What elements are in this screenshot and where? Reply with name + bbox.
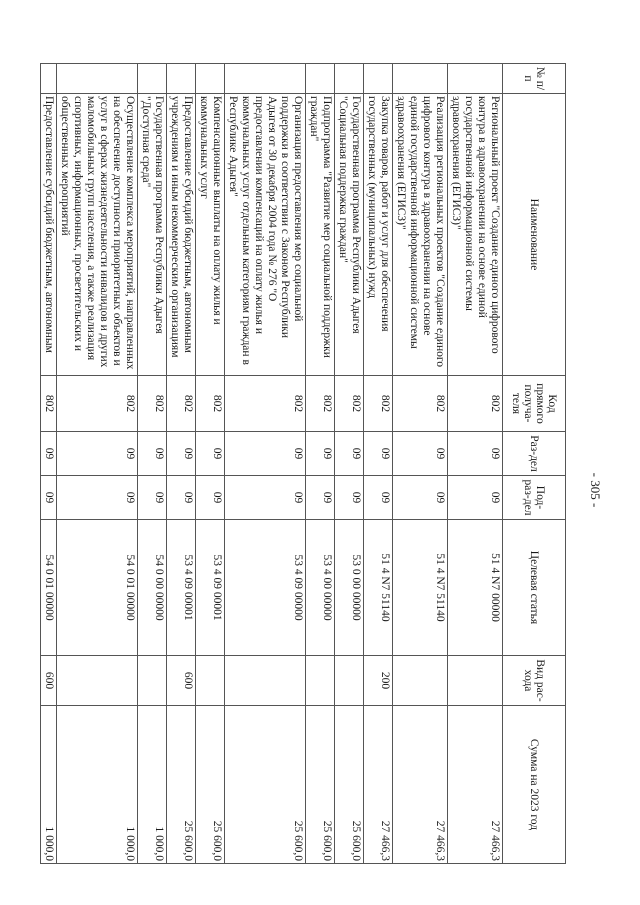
table-header-row	[503, 64, 566, 864]
table-rotation-frame	[43, 63, 566, 863]
row-sum: 25 600,0	[306, 706, 335, 864]
row-target: 53 0 00 00000	[335, 520, 364, 656]
row-exptype: 600	[41, 656, 57, 706]
row-section: 09	[138, 432, 167, 476]
header-exptype: Вид рас-хода	[503, 656, 566, 706]
row-target: 53 4 00 00000	[306, 520, 335, 656]
row-exptype	[448, 656, 503, 706]
row-name: Осуществление комплекса мероприятий, направленных на обеспечение доступности приоритетных объектов и услуг в сферах жизнедеятельности инвалидов и других маломобильных групп населения, а также реализация спортивных, информационных, просветительских и общественных мероприятий	[57, 94, 138, 376]
header-sum: Сумма на 2023 год	[503, 706, 566, 864]
row-name: Государственная программа Республики Адыгея "Доступная среда"	[138, 94, 167, 376]
row-exptype	[335, 656, 364, 706]
row-target: 54 0 00 00000	[138, 520, 167, 656]
row-section: 09	[57, 432, 138, 476]
row-num	[364, 64, 393, 94]
row-subsection: 09	[335, 476, 364, 520]
row-section: 09	[393, 432, 448, 476]
row-num	[225, 64, 306, 94]
table-row	[448, 64, 503, 864]
row-sum: 1 000,0	[57, 706, 138, 864]
budget-table-landscape	[43, 63, 566, 863]
row-code: 802	[393, 376, 448, 432]
row-target: 54 0 01 00000	[41, 520, 57, 656]
row-subsection: 09	[57, 476, 138, 520]
row-section: 09	[196, 432, 225, 476]
row-section: 09	[335, 432, 364, 476]
row-name: Предоставление субсидий бюджетным, автономным	[41, 94, 57, 376]
row-section: 09	[364, 432, 393, 476]
row-name: Закупка товаров, работ и услуг для обеспечения государственных (муниципальных) нужд	[364, 94, 393, 376]
row-code: 802	[306, 376, 335, 432]
page-number: - 305 -	[588, 472, 603, 508]
row-code: 802	[41, 376, 57, 432]
row-name: Компенсационные выплаты на оплату жилья и коммунальных услуг	[196, 94, 225, 376]
header-name: Наименование	[503, 94, 566, 376]
row-target: 51 4 N7 51140	[393, 520, 448, 656]
row-num	[167, 64, 196, 94]
row-subsection: 09	[393, 476, 448, 520]
row-code: 802	[225, 376, 306, 432]
row-exptype: 600	[167, 656, 196, 706]
row-subsection: 09	[196, 476, 225, 520]
row-target: 53 4 09 00001	[196, 520, 225, 656]
row-target: 53 4 09 00000	[225, 520, 306, 656]
header-subsection: Под-раз-дел	[503, 476, 566, 520]
row-target: 53 4 09 00001	[167, 520, 196, 656]
row-subsection: 09	[364, 476, 393, 520]
row-section: 09	[41, 432, 57, 476]
row-subsection: 09	[167, 476, 196, 520]
row-target: 51 4 N7 51140	[364, 520, 393, 656]
row-code: 802	[167, 376, 196, 432]
row-exptype	[57, 656, 138, 706]
row-target: 54 0 01 00000	[57, 520, 138, 656]
row-sum: 25 600,0	[335, 706, 364, 864]
table-row	[393, 64, 448, 864]
row-exptype: 200	[364, 656, 393, 706]
row-sum: 1 000,0	[138, 706, 167, 864]
row-section: 09	[306, 432, 335, 476]
header-section: Раз-дел	[503, 432, 566, 476]
row-num	[41, 64, 57, 94]
row-num	[448, 64, 503, 94]
row-subsection: 09	[138, 476, 167, 520]
row-name: Организация предоставления мер социальной поддержки в соответствии с Законом Республики Адыгея от 30 декабря 2004 года № 276 "О предоставлении компенсаций на оплату жилья и коммунальных услуг отдельным категориям граждан в Республике Адыгея"	[225, 94, 306, 376]
table-row	[41, 64, 57, 864]
row-sum: 27 466,3	[393, 706, 448, 864]
header-code: Код прямого получа-теля	[503, 376, 566, 432]
row-name: Подпрограмма "Развитие мер социальной поддержки граждан"	[306, 94, 335, 376]
row-sum: 1 000,0	[41, 706, 57, 864]
table-row	[196, 64, 225, 864]
row-exptype	[393, 656, 448, 706]
row-subsection: 09	[225, 476, 306, 520]
row-target: 51 4 N7 00000	[448, 520, 503, 656]
row-num	[196, 64, 225, 94]
row-subsection: 09	[306, 476, 335, 520]
row-num	[57, 64, 138, 94]
table-row	[57, 64, 138, 864]
row-exptype	[196, 656, 225, 706]
row-name: Реализация региональных проектов "Создание единого цифрового контура в здравоохранении на основе единой государственной информационной системы здравоохранения (ЕГИСЗ)"	[393, 94, 448, 376]
row-name: Региональный проект "Создание единого цифрового контура в здравоохранении на основе единой государственной информационной системы здравоохранения (ЕГИСЗ)"	[448, 94, 503, 376]
row-name: Предоставление субсидий бюджетным, автономным учреждениям и иным некоммерческим организациям	[167, 94, 196, 376]
row-num	[138, 64, 167, 94]
row-code: 802	[364, 376, 393, 432]
table-row	[364, 64, 393, 864]
budget-table	[40, 63, 566, 864]
row-exptype	[138, 656, 167, 706]
header-num: № п/п	[503, 64, 566, 94]
row-code: 802	[448, 376, 503, 432]
row-name: Государственная программа Республики Адыгея "Социальная поддержка граждан"	[335, 94, 364, 376]
row-sum: 25 600,0	[167, 706, 196, 864]
row-code: 802	[138, 376, 167, 432]
header-target: Целевая статья	[503, 520, 566, 656]
table-row	[306, 64, 335, 864]
table-row	[138, 64, 167, 864]
row-subsection: 09	[41, 476, 57, 520]
row-exptype	[225, 656, 306, 706]
row-num	[306, 64, 335, 94]
row-num	[335, 64, 364, 94]
row-code: 802	[196, 376, 225, 432]
table-row	[225, 64, 306, 864]
row-subsection: 09	[448, 476, 503, 520]
table-row	[167, 64, 196, 864]
row-sum: 25 600,0	[196, 706, 225, 864]
row-sum: 27 466,3	[364, 706, 393, 864]
row-section: 09	[167, 432, 196, 476]
row-sum: 25 600,0	[225, 706, 306, 864]
row-section: 09	[225, 432, 306, 476]
row-sum: 27 466,3	[448, 706, 503, 864]
row-exptype	[306, 656, 335, 706]
row-num	[393, 64, 448, 94]
row-code: 802	[335, 376, 364, 432]
table-row	[335, 64, 364, 864]
row-section: 09	[448, 432, 503, 476]
row-code: 802	[57, 376, 138, 432]
